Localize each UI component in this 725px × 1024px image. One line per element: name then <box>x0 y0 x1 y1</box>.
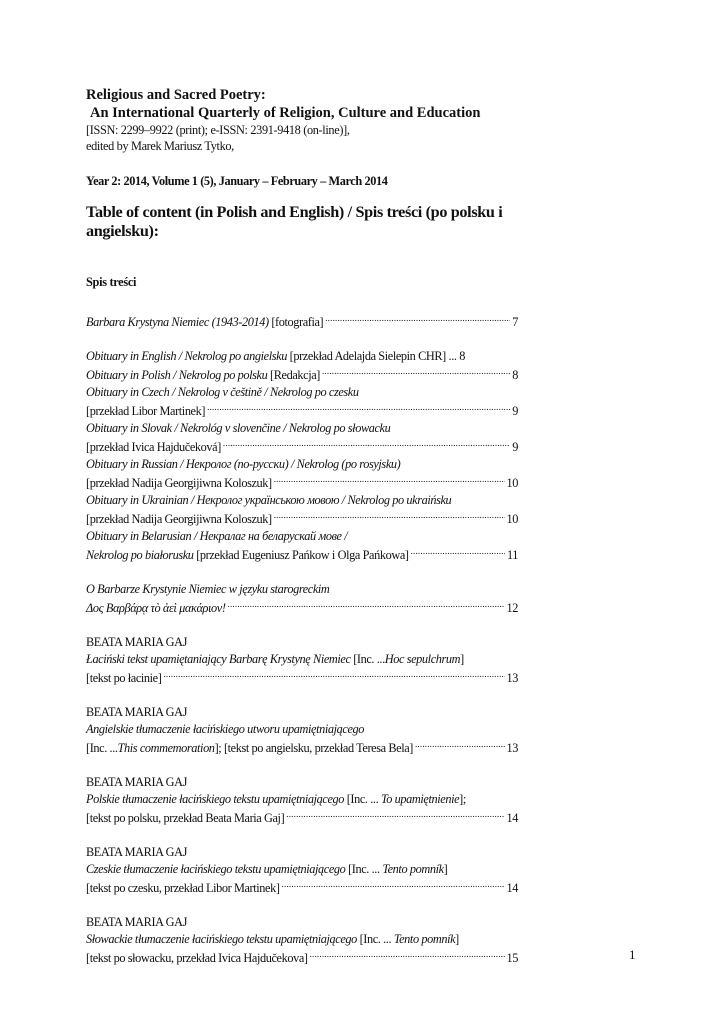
entry-detail: [tekst po czesku, przekład Libor Martinek] <box>86 881 280 895</box>
journal-title: Religious and Sacred Poetry: <box>86 87 266 103</box>
entry-author: BEATA MARIA GAJ <box>86 775 187 789</box>
entry-detail: ] <box>460 652 464 666</box>
entry-author: BEATA MARIA GAJ <box>86 705 187 719</box>
entry-title: Obituary in Czech / Nekrolog v češtině / Nekrolog po czesku <box>86 385 359 399</box>
page-number: 1 <box>629 947 636 962</box>
entry-detail: [Inc. ... <box>356 932 394 946</box>
toc-entry-title <box>86 456 518 473</box>
entry-detail: [Inc. ... <box>350 652 385 666</box>
entry-detail: [przekład Nadija Georgijiwna Koloszuk] <box>86 512 272 526</box>
entry-page: 15 <box>506 951 518 965</box>
toc-entry <box>86 808 518 827</box>
dot-leader <box>415 738 505 752</box>
entry-page: 10 <box>506 512 518 526</box>
entry-detail: [przekład Nadija Georgijiwna Koloszuk] <box>86 476 272 490</box>
entry-title: Obituary in Russian / Некролог (по-русски) / Nekrolog (po rosyjsku) <box>86 457 401 471</box>
issue-line: Year 2: 2014, Volume 1 (5), January – February – March 2014 <box>86 174 388 188</box>
toc-entry-title <box>86 651 518 668</box>
entry-detail: [przekład Eugeniusz Pańkow i Olga Pańkowa] <box>193 548 409 562</box>
entry-page: 14 <box>506 881 518 895</box>
toc-entry <box>86 738 518 757</box>
entry-title: Polskie tłumaczenie łacińskiego tekstu upamiętniającego <box>86 792 345 806</box>
toc-entry <box>86 545 518 564</box>
entry-title: Obituary in Slovak / Nekrológ v slovenčine / Nekrolog po słowacku <box>86 421 391 435</box>
issn-line: [ISSN: 2299–9922 (print); e-ISSN: 2391-9418 (on-line)], <box>86 123 350 137</box>
toc-entry <box>86 948 518 967</box>
editor-line: edited by Marek Mariusz Tytko, <box>86 139 234 153</box>
entry-detail: ] <box>443 862 448 876</box>
toc-entry-title <box>86 861 518 878</box>
entry-author: BEATA MARIA GAJ <box>86 845 187 859</box>
entry-detail: [fotografia] <box>268 315 324 329</box>
entry-detail: [przekład Ivica Hajdučeková] <box>86 440 221 454</box>
toc-entry <box>86 878 518 897</box>
toc-entry-title <box>86 931 518 948</box>
entry-detail: [Inc. ... <box>345 862 383 876</box>
entry-page: 12 <box>506 601 518 615</box>
dot-leader <box>207 401 510 415</box>
entry-title: Angielskie tłumaczenie łacińskiego utworu upamiętniającego <box>86 722 365 736</box>
entry-detail: ] <box>455 932 459 946</box>
entry-title: Łaciński tekst upamiętaniający Barbarę Krystynę Niemiec <box>86 652 351 666</box>
toc-entry-title <box>86 581 518 598</box>
dot-leader <box>228 598 505 612</box>
entry-page: 14 <box>506 811 518 825</box>
entry-title: Obituary in Ukrainian / Некролог українською мовою / Nekrolog po ukraińsku <box>86 493 452 507</box>
entry-title: Nekrolog po białorusku <box>86 548 194 562</box>
entry-incipit: This commemoration <box>117 741 215 755</box>
entry-author: BEATA MARIA GAJ <box>86 635 187 649</box>
journal-subtitle: An International Quarterly of Religion, Culture and Education <box>90 105 481 121</box>
entry-page: 11 <box>506 548 518 562</box>
entry-title: Obituary in Polish / Nekrolog po polsku <box>86 368 268 382</box>
entry-incipit: To upamiętnienie <box>380 792 460 806</box>
entry-detail: [przekład Libor Martinek] <box>86 404 206 418</box>
dot-leader <box>274 509 505 523</box>
entry-page: 13 <box>506 671 518 685</box>
toc-entry <box>86 437 518 456</box>
dot-leader <box>286 808 504 822</box>
entry-detail: [Redakcja] <box>267 368 320 382</box>
dot-leader <box>411 545 505 559</box>
entry-title: Czeskie tłumaczenie łacińskiego tekstu upamiętniającego <box>86 862 346 876</box>
entry-page: 10 <box>506 476 518 490</box>
dot-leader <box>325 312 510 326</box>
document-header <box>86 86 526 290</box>
entry-detail: [tekst po słowacku, przekład Ivica Hajdučekova] <box>86 951 308 965</box>
dot-leader <box>322 365 510 379</box>
dot-leader <box>282 878 505 892</box>
entry-title: Obituary in English / Nekrolog po angielsku <box>86 349 287 363</box>
entry-detail: [Inc. ... <box>344 792 381 806</box>
entry-incipit: Hoc sepulchrum <box>384 652 461 666</box>
entry-incipit: Tento pomník <box>382 862 444 876</box>
toc-entry-title <box>86 492 518 509</box>
dot-leader <box>163 668 504 682</box>
toc-entry-title <box>86 721 518 738</box>
entry-detail: [tekst po łacinie] <box>86 671 162 685</box>
entry-title: Δος Βαρβάρᾳ τὸ ἀεὶ μακάριον! <box>86 601 226 615</box>
entry-title: Słowackie tłumaczenie łacińskiego tekstu upamiętniającego <box>86 932 357 946</box>
dot-leader <box>274 473 505 487</box>
entry-page: 8 <box>512 368 518 382</box>
toc-entry <box>86 348 518 365</box>
toc-entry <box>86 473 518 492</box>
entry-page: 13 <box>506 741 518 755</box>
section-heading: Spis treści <box>86 275 137 289</box>
entry-page: 9 <box>512 404 518 418</box>
entry-detail: [Inc. ... <box>86 741 118 755</box>
entry-page: 7 <box>512 315 518 329</box>
toc-entry <box>86 509 518 528</box>
entry-title: Barbara Krystyna Niemiec (1943-2014) <box>86 315 269 329</box>
toc-entry <box>86 668 518 687</box>
entry-detail: ]; [tekst po angielsku, przekład Teresa Bela] <box>214 741 413 755</box>
toc-heading: Table of content (in Polish and English) / Spis treści (po polsku i angielsku): <box>86 203 503 240</box>
entry-detail: [tekst po polsku, przekład Beata Maria Gaj] <box>86 811 285 825</box>
dot-leader <box>310 948 505 962</box>
toc-list <box>86 312 518 967</box>
dot-leader <box>223 437 510 451</box>
entry-incipit: Tento pomník <box>393 932 456 946</box>
entry-title: O Barbarze Krystynie Niemiec w języku starogreckim <box>86 582 330 596</box>
entry-detail: [przekład Adelajda Sielepin CHR] ... 8 <box>286 349 465 363</box>
toc-entry <box>86 312 518 331</box>
toc-entry-title <box>86 791 518 808</box>
toc-entry <box>86 598 518 617</box>
toc-entry-title <box>86 420 518 437</box>
toc-entry-title <box>86 528 518 545</box>
toc-entry <box>86 365 518 384</box>
toc-entry-title <box>86 384 518 401</box>
entry-title: Obituary in Belarusian / Некралаг на беларускай мове / <box>86 529 348 543</box>
entry-author: BEATA MARIA GAJ <box>86 915 187 929</box>
entry-detail: ]; <box>459 792 466 806</box>
entry-page: 9 <box>512 440 518 454</box>
toc-entry <box>86 401 518 420</box>
